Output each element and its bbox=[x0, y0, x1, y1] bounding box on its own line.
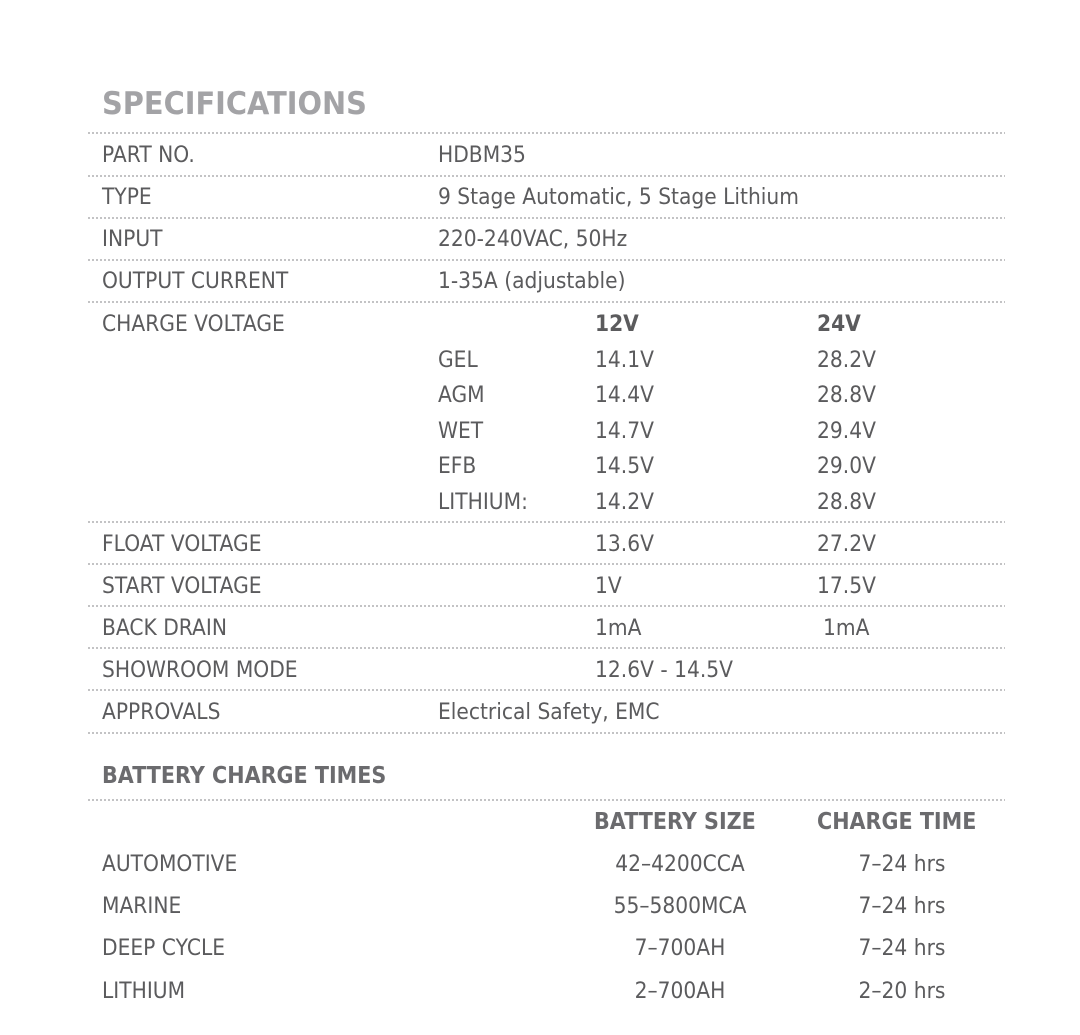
battery-type-wet: WET bbox=[438, 419, 484, 444]
divider bbox=[87, 689, 1005, 691]
spec-value: 9 Stage Automatic, 5 Stage Lithium bbox=[438, 185, 799, 210]
column-header-24v: 24V bbox=[817, 312, 861, 337]
divider bbox=[87, 605, 1005, 607]
battery-size: 42–4200CCA bbox=[615, 852, 745, 877]
voltage-12v: 14.5V bbox=[595, 454, 654, 479]
voltage-12v: 14.7V bbox=[595, 419, 654, 444]
current-24v: 1mA bbox=[823, 616, 870, 641]
voltage-12v: 14.4V bbox=[595, 383, 654, 408]
divider bbox=[87, 647, 1005, 649]
divider bbox=[87, 563, 1005, 565]
charge-time: 7–24 hrs bbox=[858, 936, 946, 961]
voltage-24v: 27.2V bbox=[817, 532, 876, 557]
battery-size: 2–700AH bbox=[634, 979, 726, 1004]
spec-label: START VOLTAGE bbox=[102, 574, 262, 599]
charge-time: 7–24 hrs bbox=[858, 852, 946, 877]
spec-value: 220-240VAC, 50Hz bbox=[438, 227, 628, 252]
voltage-12v: 1V bbox=[595, 574, 622, 599]
spec-label: FLOAT VOLTAGE bbox=[102, 532, 262, 557]
voltage-24v: 28.8V bbox=[817, 383, 876, 408]
battery-type-lithium: LITHIUM: bbox=[438, 490, 528, 515]
spec-label: OUTPUT CURRENT bbox=[102, 269, 289, 294]
battery-size: 7–700AH bbox=[634, 936, 726, 961]
battery-type: DEEP CYCLE bbox=[102, 936, 226, 961]
column-header-battery-size: BATTERY SIZE bbox=[594, 809, 756, 835]
spec-label: APPROVALS bbox=[102, 700, 221, 725]
voltage-24v: 29.0V bbox=[817, 454, 876, 479]
spec-label: INPUT bbox=[102, 227, 163, 252]
spec-label: CHARGE VOLTAGE bbox=[102, 312, 285, 337]
spec-label: BACK DRAIN bbox=[102, 616, 228, 641]
divider bbox=[87, 217, 1005, 219]
spec-value: Electrical Safety, EMC bbox=[438, 700, 660, 725]
divider bbox=[87, 175, 1005, 177]
battery-type-gel: GEL bbox=[438, 348, 478, 373]
voltage-12v: 14.2V bbox=[595, 490, 654, 515]
spec-label: SHOWROOM MODE bbox=[102, 658, 298, 683]
divider bbox=[87, 799, 1005, 801]
divider bbox=[87, 521, 1005, 523]
column-header-12v: 12V bbox=[595, 312, 639, 337]
battery-type: LITHIUM bbox=[102, 979, 186, 1004]
spec-value: 1-35A (adjustable) bbox=[438, 269, 626, 294]
divider bbox=[87, 301, 1005, 303]
battery-type-agm: AGM bbox=[438, 383, 485, 408]
voltage-24v: 17.5V bbox=[817, 574, 876, 599]
spec-label: PART NO. bbox=[102, 143, 195, 168]
charge-time: 2–20 hrs bbox=[858, 979, 946, 1004]
battery-charge-times-title: BATTERY CHARGE TIMES bbox=[102, 763, 387, 789]
charge-time: 7–24 hrs bbox=[858, 894, 946, 919]
specifications-title: SPECIFICATIONS bbox=[102, 86, 367, 122]
voltage-12v: 14.1V bbox=[595, 348, 654, 373]
divider bbox=[87, 259, 1005, 261]
battery-type: AUTOMOTIVE bbox=[102, 852, 238, 877]
divider bbox=[87, 132, 1005, 134]
column-header-charge-time: CHARGE TIME bbox=[817, 809, 977, 835]
spec-value: HDBM35 bbox=[438, 143, 526, 168]
divider bbox=[87, 732, 1005, 734]
voltage-12v: 13.6V bbox=[595, 532, 654, 557]
battery-size: 55–5800MCA bbox=[613, 894, 747, 919]
voltage-24v: 28.8V bbox=[817, 490, 876, 515]
current-12v: 1mA bbox=[595, 616, 642, 641]
battery-type-efb: EFB bbox=[438, 454, 477, 479]
spec-label: TYPE bbox=[102, 185, 152, 210]
spec-value: 12.6V - 14.5V bbox=[595, 658, 733, 683]
battery-type: MARINE bbox=[102, 894, 182, 919]
voltage-24v: 29.4V bbox=[817, 419, 876, 444]
voltage-24v: 28.2V bbox=[817, 348, 876, 373]
